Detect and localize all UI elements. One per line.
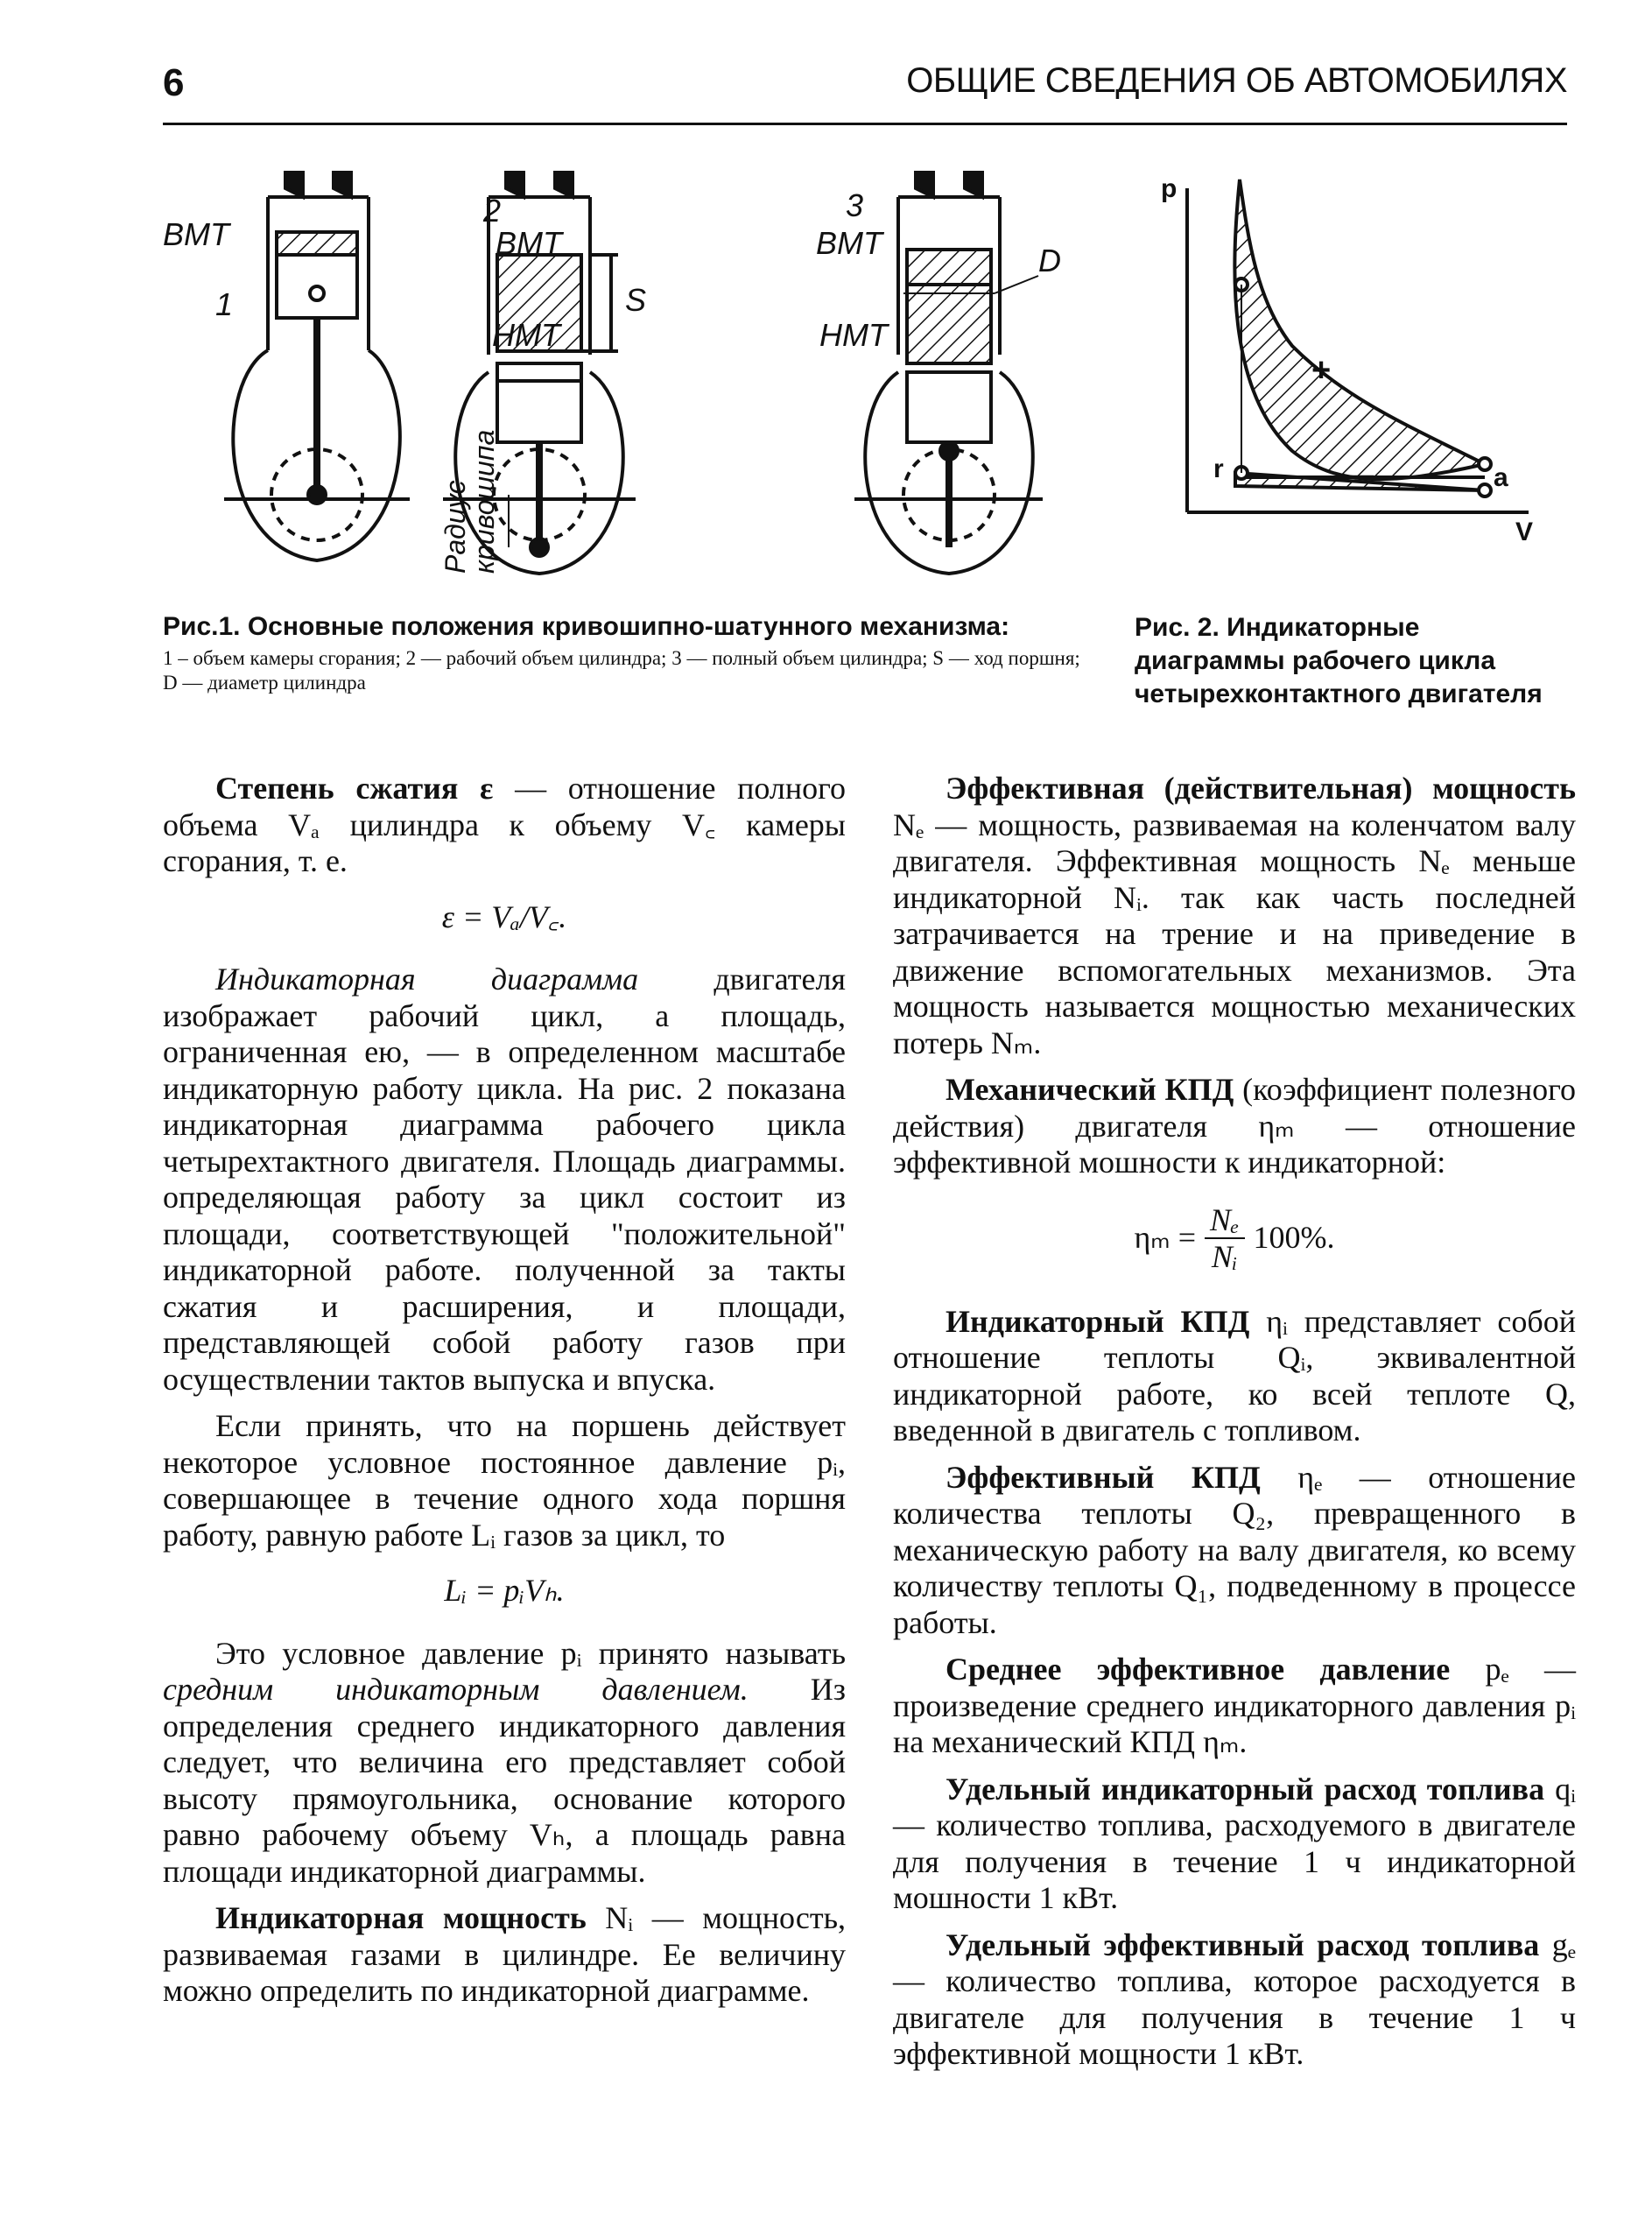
text-compression-ratio: — отношение полного объема Vₐ цилиндра к объему V꜀ камеры сгорания, т. е. — [163, 771, 846, 878]
paragraph-conditional-pressure: Если принять, что на поршень действует некоторое условное постоянное давление pᵢ, совершающее в течение одного хода поршня работу, равную работе Lᵢ газов за цикл, то — [163, 1408, 846, 1553]
term-mean-effective-pressure: Среднее эффективное давление — [946, 1652, 1451, 1687]
text-mean-pressure-body: Из определения среднего индикаторного давления следует, что величина его представляет собой высоту прямоугольника, основание которого равно рабочему объему Vₕ, а площадь равна площади индикаторной диаграммы. — [163, 1672, 846, 1889]
axis-v-label: V — [1515, 518, 1534, 546]
page-number: 6 — [163, 61, 185, 104]
formula-compression-ratio: ε = Vₐ/V꜀. — [441, 898, 567, 934]
formula-lhs: ηₘ = — [1134, 1219, 1197, 1255]
paragraph-mean-effective-pressure — [893, 1652, 1576, 1761]
paragraph-indicated-power — [163, 1900, 846, 2010]
figure1-caption-legend: 1 – объем камеры сгорания; 2 — рабочий объем цилиндра; 3 — полный объем цилиндра; S — ход поршня; D — диаметр цилиндра — [163, 647, 1080, 694]
point-a-label: a — [1494, 463, 1508, 492]
term-specific-effective-consumption: Удельный эффективный расход топлива — [946, 1927, 1540, 1962]
engine1-vmt-label: ВМТ — [163, 216, 229, 252]
figure1-caption — [163, 611, 1082, 695]
text-effective-power: Nₑ — мощность, развиваемая на коленчатом валу двигателя. Эффективная мощность Nₑ меньше индикаторной Nᵢ. так как часть последней затрачивается на трение и на приведение в движение вспомогательных механизмов. Эта мощность называется мощностью механических потерь Nₘ. — [893, 807, 1576, 1060]
paragraph-effective-power — [893, 771, 1576, 1061]
term-specific-indicated-consumption: Удельный индикаторный расход топлива — [946, 1771, 1545, 1807]
right-column — [893, 771, 1576, 2083]
term-mean-indicated-pressure: средним индикаторным давлением. — [163, 1672, 749, 1707]
figures-illustration — [163, 162, 1581, 600]
figure2-caption: Рис. 2. Индикаторные диаграммы рабочего цикла четырехконтактного двигателя — [1135, 613, 1543, 708]
positive-work-sign: + — [1311, 352, 1332, 389]
radius-label-line1: Радиус — [439, 480, 471, 574]
text-mean-effective-pressure: pₑ — произведение среднего индикаторного давления pᵢ на механический КПД ηₘ. — [893, 1652, 1576, 1759]
left-column — [163, 771, 846, 2020]
text-indicator-diagram: двигателя изображает рабочий цикл, а площадь, ограниченная ею, — в определенном масштабе индикаторную работу цикла. На рис. 2 показана индикаторная диаграмма рабочего цикла четырехтактного двигателя. Площадь диаграммы. определяющая работу за цикл состоит из площади, соответствующей "положительной" индикаторной работе. полученной за такты сжатия и расширения, и площади, представляющей собой работу газов при осуществлении тактов выпуска и впуска. — [163, 962, 846, 1397]
engine-diagram-3 — [854, 173, 1043, 574]
paragraph-effective-efficiency — [893, 1460, 1576, 1642]
text-specific-effective-consumption: gₑ — количество топлива, которое расходуется в двигателе для получения в течение 1 ч эффективной мощности 1 кВт. — [893, 1927, 1576, 2071]
axis-p-label: p — [1161, 174, 1177, 203]
formula-denominator: Nᵢ — [1211, 1238, 1238, 1274]
term-indicated-power: Индикаторная мощность — [215, 1900, 587, 1935]
engine3-vmt-label: ВМТ — [816, 225, 882, 261]
formula-mechanical-efficiency — [893, 1202, 1576, 1274]
paragraph-mean-indicated-pressure — [163, 1636, 846, 1891]
paragraph-indicated-efficiency — [893, 1304, 1576, 1449]
negative-work-sign: — — [1340, 457, 1374, 494]
running-title: ОБЩИЕ СВЕДЕНИЯ ОБ АВТОМОБИЛЯХ — [906, 61, 1567, 100]
engine3-number-label: 3 — [846, 187, 864, 223]
term-indicator-diagram: Индикаторная диаграмма — [215, 962, 639, 997]
paragraph-compression-ratio — [163, 771, 846, 880]
text-effective-efficiency: ηₑ — отношение количества теплоты Q₂, превращенного в механическую работу на валу двигателя, ко всему количеству теплоты Q₁, подведенному в процессе работы. — [893, 1459, 1576, 1640]
stroke-s-label: S — [625, 282, 647, 318]
engine2-nmt-label: НМТ — [492, 317, 560, 353]
paragraph-specific-indicated-consumption — [893, 1772, 1576, 1917]
text-mechanical-efficiency: (коэффициент полезного действия) двигателя ηₘ — отношение эффективной мошности к индикаторной: — [893, 1072, 1576, 1180]
term-mechanical-efficiency: Механический КПД — [946, 1072, 1234, 1107]
formula-numerator: Nₑ — [1205, 1202, 1244, 1239]
point-r-label: r — [1213, 454, 1224, 483]
radius-label-line2: кривошипа — [468, 429, 500, 574]
engine1-number-label: 1 — [215, 286, 234, 322]
term-effective-power: Эффективная (действительная) мощность — [946, 771, 1576, 806]
paragraph-mechanical-efficiency — [893, 1072, 1576, 1181]
engine3-nmt-label: НМТ — [819, 317, 888, 353]
formula-rhs: 100%. — [1253, 1219, 1335, 1255]
engine2-vmt-label: ВМТ — [496, 225, 562, 261]
formula-indicated-work: Lᵢ = pᵢVₕ. — [444, 1573, 565, 1608]
formula-fraction — [1205, 1202, 1244, 1274]
paragraph-specific-effective-consumption — [893, 1927, 1576, 2073]
text-indicated-power: Nᵢ — мощность, развиваемая газами в цилиндре. Ее величину можно определить по индикаторной диаграмме. — [163, 1900, 846, 2008]
figure1-caption-title: Рис.1. Основные положения кривошипно-шатунного механизма: — [163, 612, 1010, 641]
term-effective-efficiency: Эффективный КПД — [946, 1459, 1261, 1495]
text-specific-indicated-consumption: qᵢ — количество топлива, расходуемого в двигателе для получения в течение 1 ч индикаторной мошности 1 кВт. — [893, 1771, 1576, 1915]
text-mean-pressure-intro: Это условное давление pᵢ принято называть — [215, 1635, 846, 1671]
term-compression-ratio: Степень сжатия ε — [215, 771, 494, 806]
text-indicated-efficiency: ηᵢ представляет собой отношение теплоты Qᵢ, эквивалентной индикаторной работе, ко всей теплоте Q, введенной в двигатель с топливом. — [893, 1303, 1576, 1448]
engine2-number-label: 2 — [483, 193, 502, 229]
diameter-d-label: D — [1038, 243, 1061, 278]
engine-diagram-1 — [224, 173, 410, 560]
header-rule — [163, 123, 1567, 125]
term-indicated-efficiency: Индикаторный КПД — [946, 1303, 1250, 1339]
paragraph-indicator-diagram — [163, 962, 846, 1398]
